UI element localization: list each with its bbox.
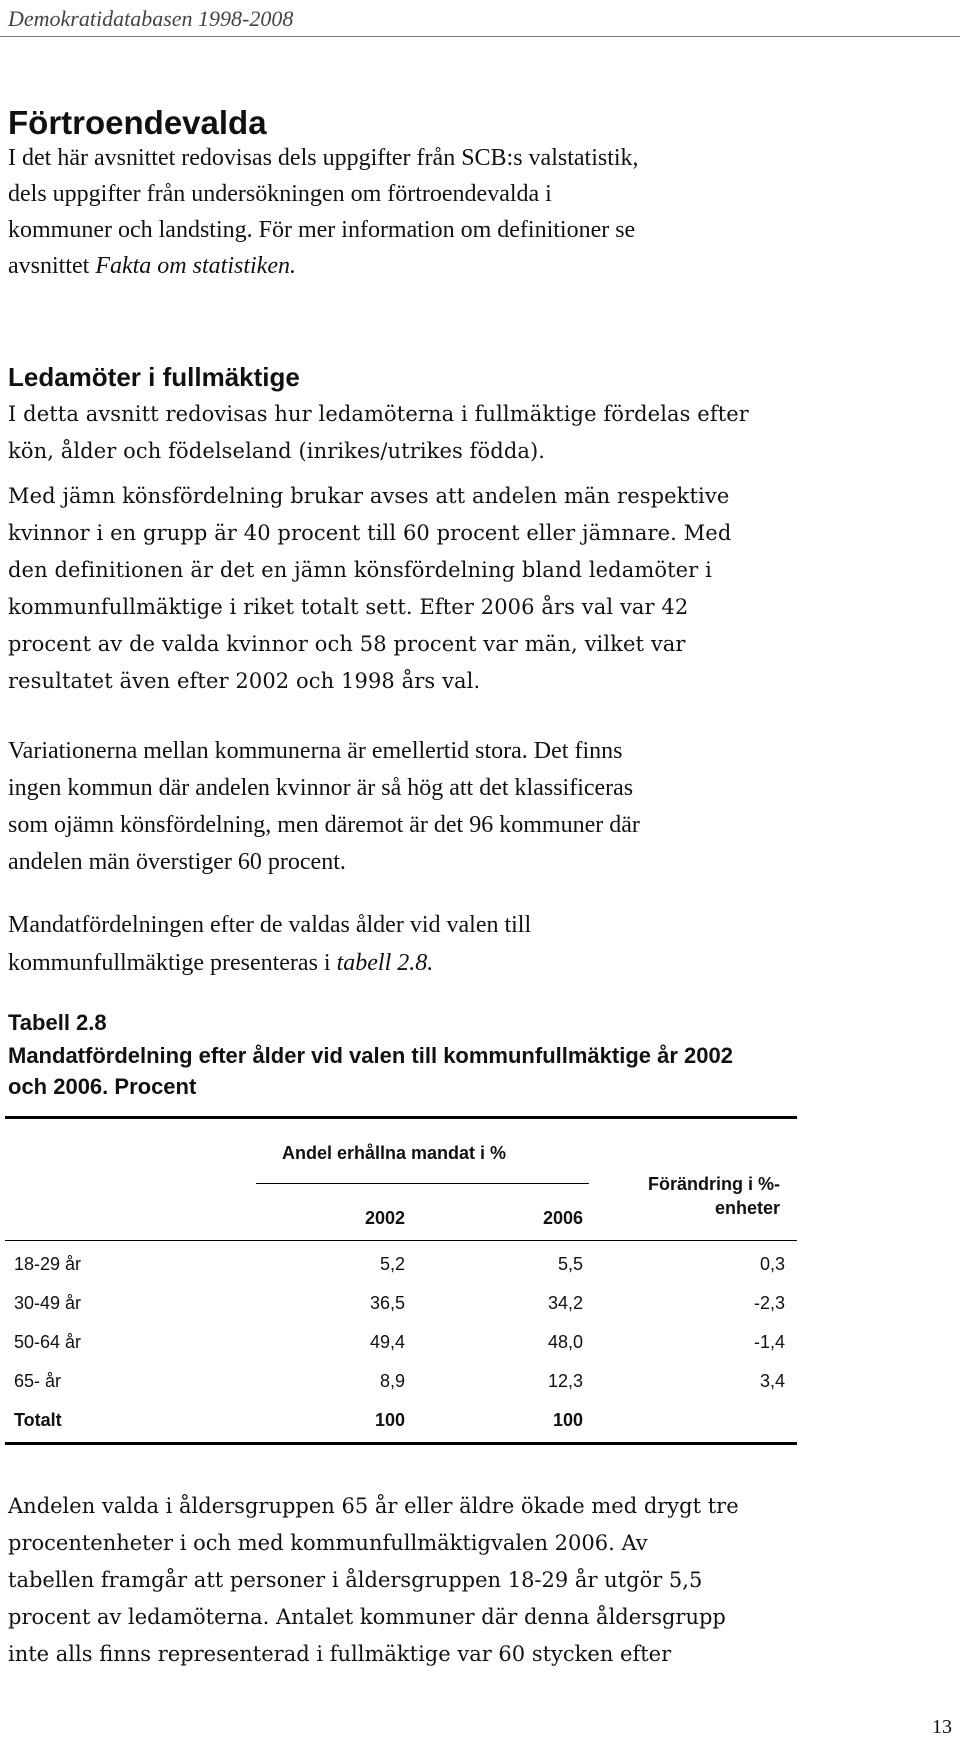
cell-2002: 49,4 — [369, 1332, 405, 1352]
paragraph-line: andelen män överstiger 60 procent. — [8, 849, 346, 875]
cell-2002: 5,2 — [379, 1254, 405, 1274]
row-label: 30-49 år — [14, 1293, 82, 1313]
subsection-title: Ledamöter i fullmäktige — [8, 362, 300, 392]
section-title: Förtroendevalda — [8, 104, 267, 141]
header-body-rule — [5, 1240, 797, 1241]
paragraph-line: resultatet även efter 2002 och 1998 års val. — [8, 669, 481, 693]
paragraph-line: som ojämn könsfördelning, men däremot är det 96 kommuner där — [8, 812, 640, 838]
paragraph-4 — [8, 906, 943, 982]
paragraph-line: Andelen valda i åldersgruppen 65 år eller äldre ökade med drygt tre — [8, 1494, 739, 1518]
paragraph-2 — [8, 478, 943, 700]
cell-2006: 34,2 — [547, 1293, 583, 1313]
paragraph-3 — [8, 733, 943, 881]
cell-2006: 48,0 — [547, 1332, 583, 1352]
paragraph-line: Mandatfördelningen efter de valdas ålder vid valen till — [8, 912, 532, 938]
paragraph-line: I detta avsnitt redovisas hur ledamöterna i fullmäktige fördelas efter — [8, 402, 749, 426]
cell-2002: 8,9 — [379, 1371, 405, 1391]
caption-line: och 2006. Procent — [8, 1074, 197, 1099]
running-header: Demokratidatabasen 1998-2008 — [8, 6, 294, 31]
intro-line: dels uppgifter från undersökningen om förtroendevalda i — [8, 181, 552, 207]
intro-line: I det här avsnittet redovisas dels uppgifter från SCB:s valstatistik, — [8, 145, 639, 171]
intro-paragraph — [8, 140, 943, 284]
paragraph-line: ingen kommun där andelen kvinnor är så hög att det klassificeras — [8, 775, 634, 801]
change-header — [600, 1172, 780, 1220]
change-header-line: Förändring i %- — [648, 1174, 780, 1194]
after-table-paragraph — [8, 1488, 943, 1673]
change-header-line: enheter — [714, 1198, 780, 1218]
paragraph-line: procent av ledamöterna. Antalet kommuner där denna åldersgrupp — [8, 1605, 726, 1629]
cell-change: 3,4 — [759, 1371, 785, 1391]
row-label-total: Totalt — [14, 1410, 62, 1430]
table-caption — [8, 1040, 948, 1102]
cell-2006: 12,3 — [547, 1371, 583, 1391]
cell-2006: 5,5 — [557, 1254, 583, 1274]
header-divider — [0, 36, 960, 37]
table-top-rule — [5, 1116, 797, 1119]
cell-2002: 36,5 — [369, 1293, 405, 1313]
paragraph-line: Med jämn könsfördelning brukar avses att andelen män respektive — [8, 484, 730, 508]
paragraph-line: procent av de valda kvinnor och 58 procent var män, vilket var — [8, 632, 686, 656]
paragraph-1 — [8, 396, 943, 470]
cell-change: -2,3 — [753, 1293, 785, 1313]
group-header-rule — [256, 1183, 589, 1184]
table-reference: tabell 2.8. — [336, 950, 434, 976]
caption-line: Mandatfördelning efter ålder vid valen till kommunfullmäktige år 2002 — [8, 1043, 733, 1068]
year-header-2006: 2006 — [542, 1208, 583, 1228]
cell-change: -1,4 — [753, 1332, 785, 1352]
paragraph-line: den definitionen är det en jämn könsfördelning bland ledamöter i — [8, 558, 712, 582]
intro-line: kommuner och landsting. För mer information om definitioner se — [8, 217, 636, 243]
group-header: Andel erhållna mandat i % — [282, 1143, 507, 1163]
paragraph-line: Variationerna mellan kommunerna är emellertid stora. Det finns — [8, 738, 623, 764]
cell-2002-total: 100 — [374, 1410, 405, 1430]
paragraph-line: kommunfullmäktige i riket totalt sett. Efter 2006 års val var 42 — [8, 595, 689, 619]
paragraph-line: tabellen framgår att personer i åldersgruppen 18-29 år utgör 5,5 — [8, 1568, 703, 1592]
paragraph-line: kön, ålder och födelseland (inrikes/utrikes födda). — [8, 439, 546, 463]
row-label: 50-64 år — [14, 1332, 82, 1352]
year-header-2002: 2002 — [364, 1208, 405, 1228]
row-label: 65- år — [14, 1371, 62, 1391]
cell-2006-total: 100 — [552, 1410, 583, 1430]
row-label: 18-29 år — [14, 1254, 82, 1274]
paragraph-line: inte alls finns representerad i fullmäktige var 60 stycken efter — [8, 1642, 672, 1666]
intro-line — [8, 248, 943, 284]
paragraph-line — [8, 944, 943, 982]
page-number: 13 — [932, 1716, 952, 1738]
cell-change: 0,3 — [759, 1254, 785, 1274]
table-bottom-rule — [5, 1442, 797, 1445]
facts-reference: Fakta om statistiken. — [95, 253, 296, 279]
table-number: Tabell 2.8 — [8, 1010, 107, 1035]
paragraph-line: procentenheter i och med kommunfullmäktigvalen 2006. Av — [8, 1531, 648, 1555]
paragraph-line: kvinnor i en grupp är 40 procent till 60 procent eller jämnare. Med — [8, 521, 732, 545]
intro-last-prefix: avsnittet — [8, 253, 96, 279]
p4-prefix: kommunfullmäktige presenteras i — [8, 950, 337, 976]
